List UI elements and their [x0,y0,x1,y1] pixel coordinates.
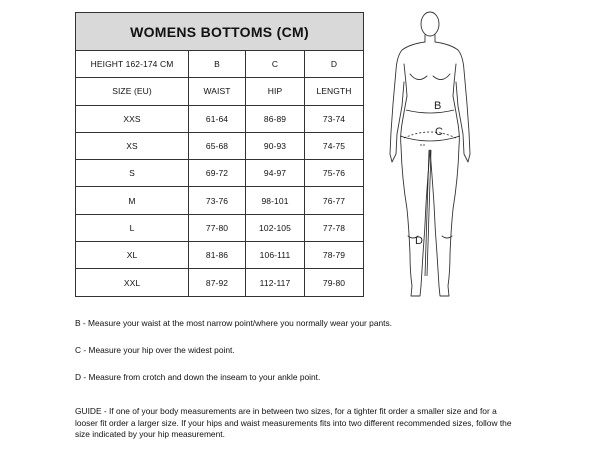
table-row [76,132,364,159]
length-cell: 74-75 [305,132,364,159]
size-cell: XXL [76,269,189,296]
header-cell: HEIGHT 162-174 CM [76,51,189,78]
hip-cell: 94-97 [246,160,305,187]
length-cell: 75-76 [305,160,364,187]
hip-cell: 112-117 [246,269,305,296]
table-row [76,187,364,214]
note-waist: B - Measure your waist at the most narrow point/where you normally wear your pants. [75,318,392,328]
table-row [76,214,364,241]
note-length: D - Measure from crotch and down the inseam to your ankle point. [75,372,321,382]
waist-cell: 61-64 [189,105,246,132]
size-cell: XXS [76,105,189,132]
header-row-height [76,51,364,78]
table-row [76,242,364,269]
label-b: B [434,100,442,112]
waist-measure-line [406,110,454,113]
table-row [76,269,364,296]
hip-cell: 98-101 [246,187,305,214]
length-cell: 76-77 [305,187,364,214]
waist-cell: 81-86 [189,242,246,269]
header-cell: C [246,51,305,78]
table-title-row [76,13,364,51]
size-cell: XL [76,242,189,269]
hip-cell: 86-89 [246,105,305,132]
waist-cell: 69-72 [189,160,246,187]
length-cell: 79-80 [305,269,364,296]
note-guide: GUIDE - If one of your body measurements are in between two sizes, for a tighter fit order a smaller size and for a looser fit order a larger size. If your hips and waist measurements fits into two different recommended sizes, follow the size indicated by your hip measurement. [75,406,512,439]
waist-cell: 87-92 [189,269,246,296]
waist-cell: 73-76 [189,187,246,214]
header-cell: D [305,51,364,78]
size-cell: S [76,160,189,187]
table-title: WOMENS BOTTOMS (CM) [76,13,364,51]
header-cell: B [189,51,246,78]
note-hip: C - Measure your hip over the widest point. [75,345,235,355]
hip-cell: 106-111 [246,242,305,269]
header-cell: LENGTH [305,78,364,105]
size-cell: M [76,187,189,214]
length-cell: 78-79 [305,242,364,269]
body-measurement-figure [380,4,480,309]
size-cell: XS [76,132,189,159]
header-cell: HIP [246,78,305,105]
length-cell: 77-78 [305,214,364,241]
label-d: D [415,235,423,247]
length-cell: 73-74 [305,105,364,132]
hip-cell: 102-105 [246,214,305,241]
waist-cell: 65-68 [189,132,246,159]
size-cell: L [76,214,189,241]
label-c: C [435,126,443,138]
header-cell: SIZE (EU) [76,78,189,105]
hip-cell: 90-93 [246,132,305,159]
size-chart-table [75,12,364,297]
table-row [76,105,364,132]
hip-measure-line [400,136,460,141]
table-row [76,160,364,187]
header-row-labels [76,78,364,105]
waist-cell: 77-80 [189,214,246,241]
female-body-outline-icon [380,4,480,309]
header-cell: WAIST [189,78,246,105]
